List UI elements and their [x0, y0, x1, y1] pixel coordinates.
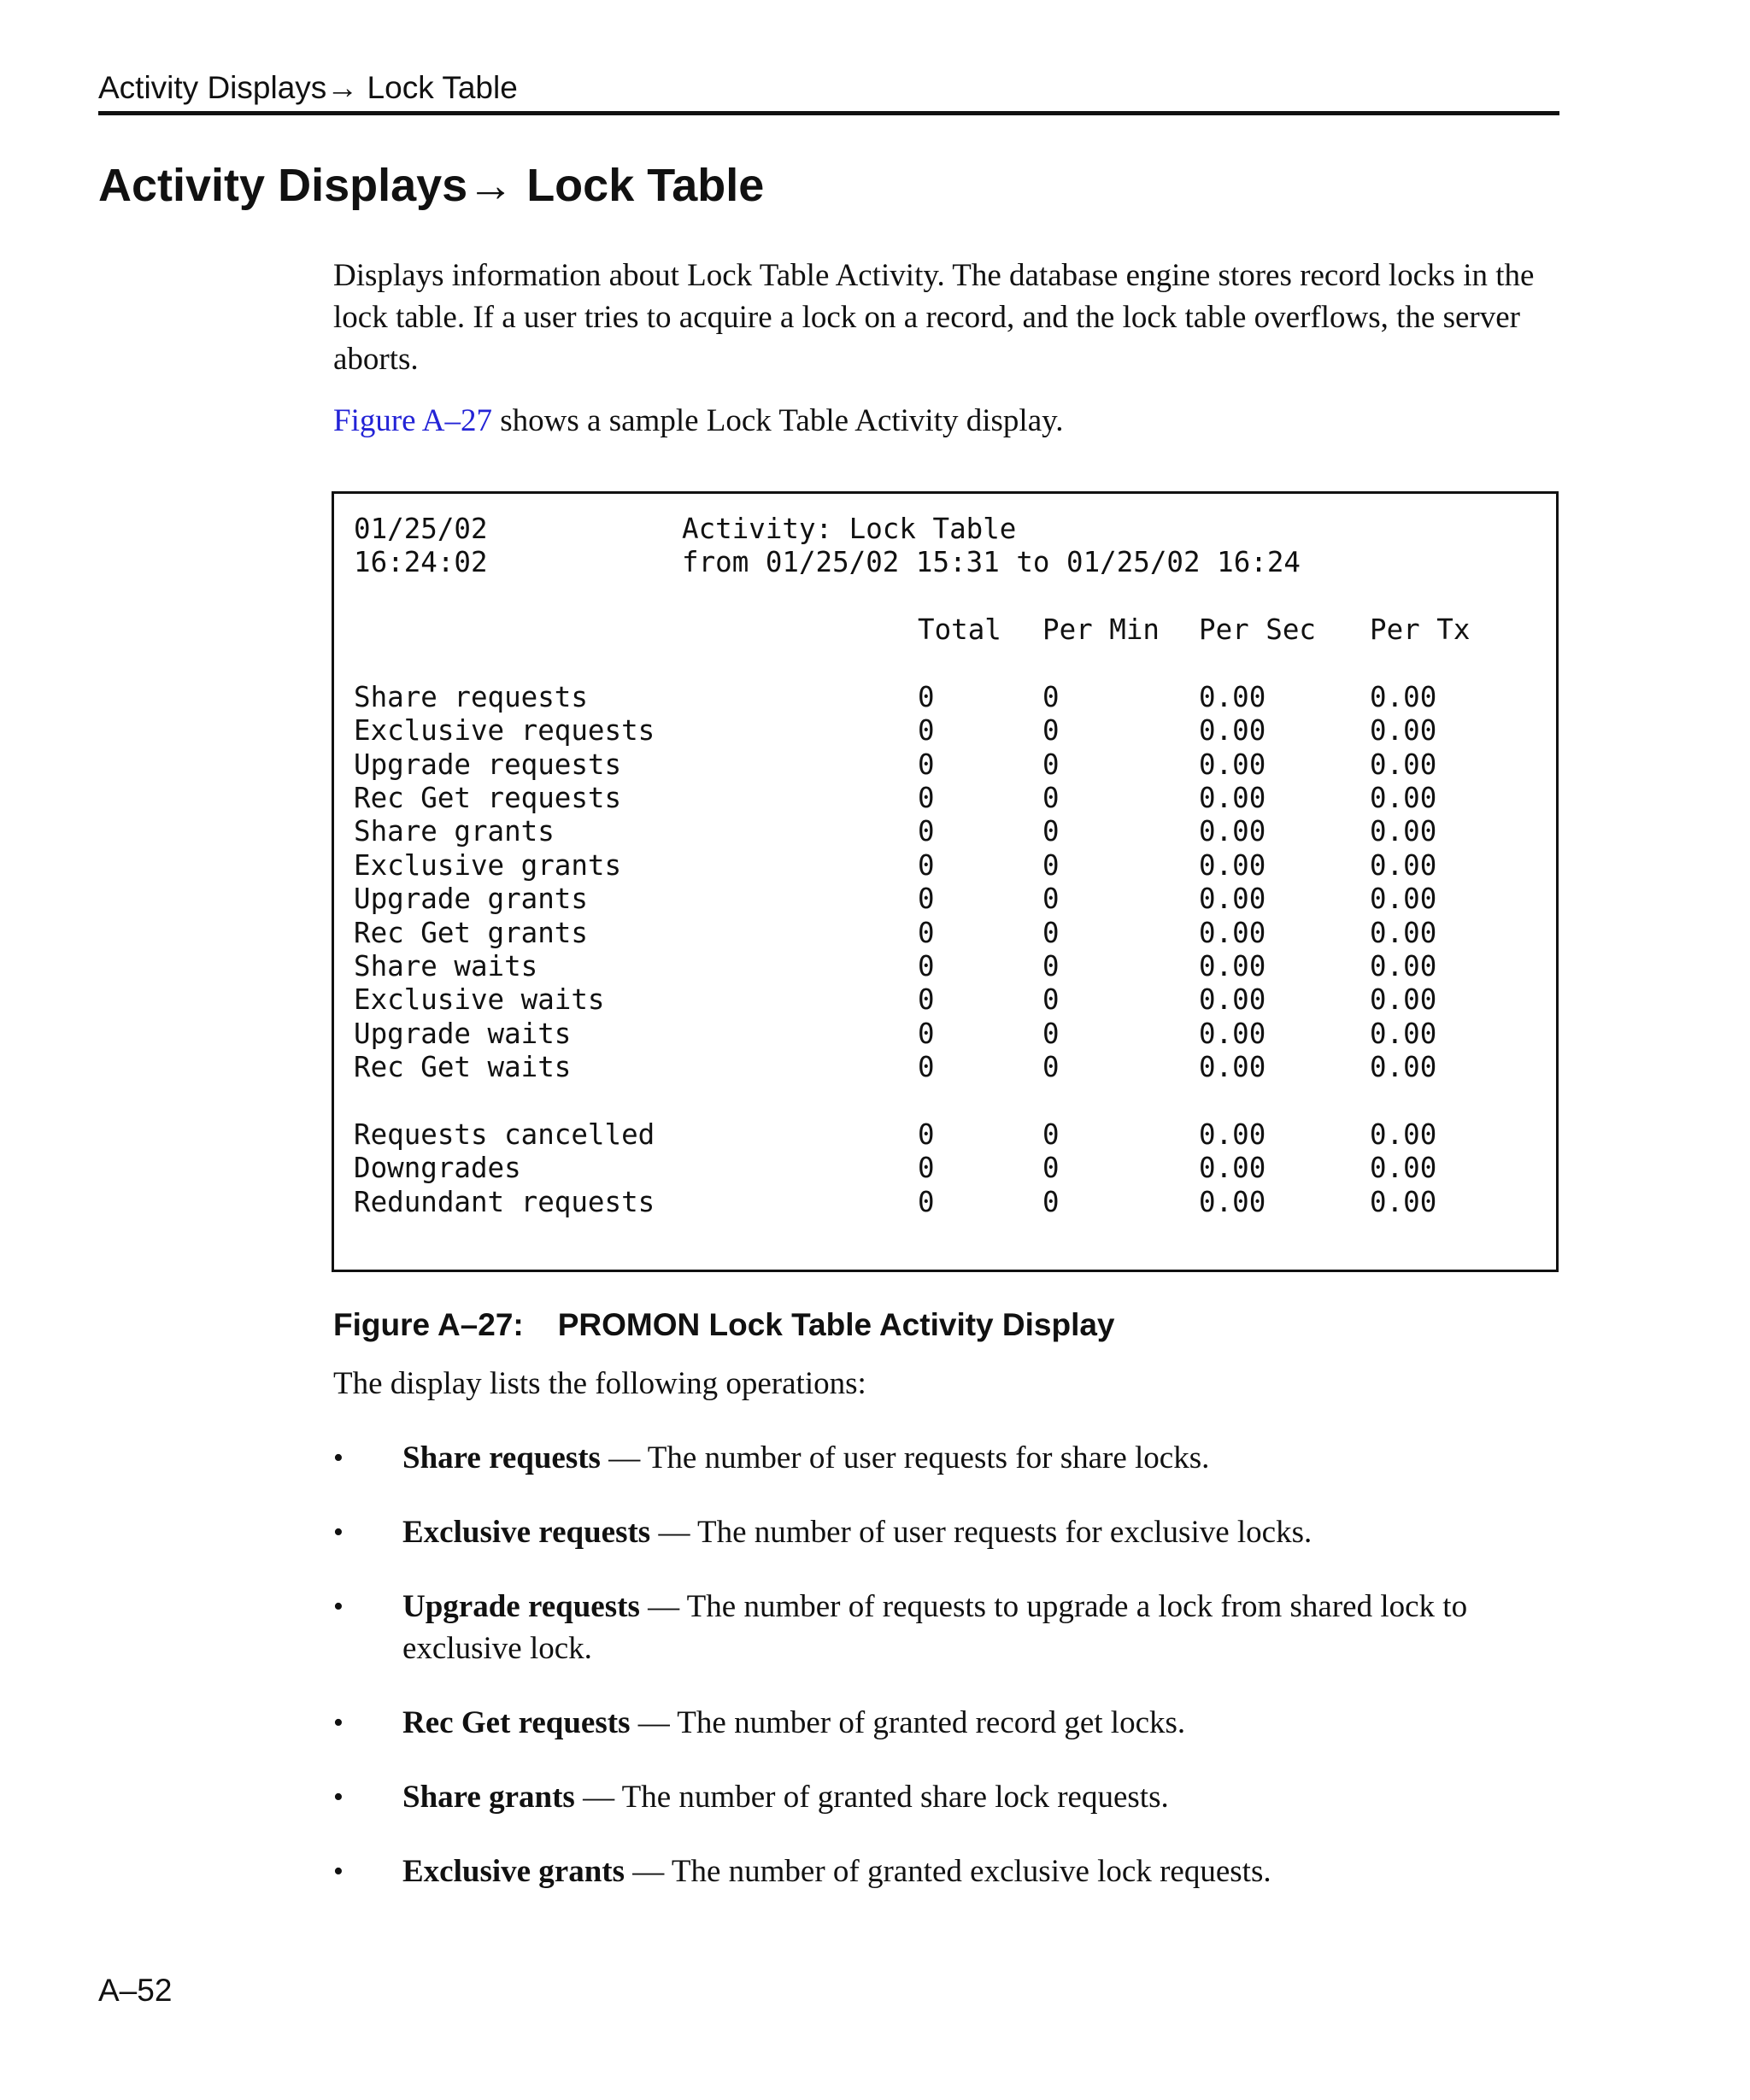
- figure-caption-number: Figure A–27:: [333, 1307, 524, 1342]
- stat-row: [354, 917, 1533, 950]
- stat-per-tx: 0.00: [1370, 950, 1437, 983]
- stat-total: 0: [918, 815, 935, 848]
- stat-per-sec: 0.00: [1199, 1185, 1266, 1218]
- stat-label: Share waits: [354, 950, 538, 983]
- header-rule: [98, 111, 1559, 115]
- stat-row: [354, 1152, 1533, 1185]
- stat-per-min: 0: [1042, 883, 1060, 916]
- stat-total: 0: [918, 1017, 935, 1050]
- stat-row: [354, 983, 1533, 1017]
- figure-reference-text: shows a sample Lock Table Activity display.: [492, 403, 1064, 438]
- display-title: Activity: Lock Table: [682, 513, 1017, 545]
- stat-per-min: 0: [1042, 1152, 1060, 1185]
- stat-total: 0: [918, 1051, 935, 1084]
- stat-per-sec: 0.00: [1199, 1118, 1266, 1151]
- stat-per-sec: 0.00: [1199, 883, 1266, 916]
- stat-per-min: 0: [1042, 848, 1060, 882]
- stat-label: Exclusive grants: [354, 848, 622, 882]
- stat-per-min: 0: [1042, 983, 1060, 1017]
- list-item: [333, 1511, 1564, 1553]
- stat-total: 0: [918, 714, 935, 748]
- stat-total: 0: [918, 916, 935, 949]
- stat-total: 0: [918, 848, 935, 882]
- operation-term: Rec Get requests: [402, 1705, 631, 1740]
- stat-per-sec: 0.00: [1199, 714, 1266, 748]
- display-time: 16:24:02: [354, 546, 488, 579]
- column-header-per-sec: Per Sec: [1199, 613, 1316, 646]
- stat-total: 0: [918, 782, 935, 814]
- stat-total: 0: [918, 680, 935, 713]
- figure-caption-title: PROMON Lock Table Activity Display: [557, 1307, 1115, 1342]
- stat-row: [354, 883, 1533, 916]
- bullet-icon: •: [333, 1591, 344, 1622]
- stat-row: [354, 1118, 1533, 1152]
- operation-description: — The number of granted exclusive lock requests.: [625, 1854, 1271, 1889]
- stat-row: [354, 782, 1533, 815]
- bullet-icon: •: [333, 1516, 344, 1548]
- stat-label: Requests cancelled: [354, 1118, 655, 1151]
- stat-per-min: 0: [1042, 950, 1060, 983]
- bullet-icon: •: [333, 1707, 344, 1739]
- stat-total: 0: [918, 1118, 935, 1151]
- stat-per-sec: 0.00: [1199, 848, 1266, 882]
- stat-per-tx: 0.00: [1370, 1118, 1437, 1151]
- bullet-icon: •: [333, 1442, 344, 1474]
- operation-description: — The number of requests to upgrade a lock from shared lock to exclusive lock.: [402, 1589, 1468, 1666]
- display-date: 01/25/02: [354, 513, 488, 545]
- stat-total: 0: [918, 748, 935, 781]
- stat-per-tx: 0.00: [1370, 714, 1437, 748]
- operation-description: — The number of user requests for exclusive locks.: [650, 1515, 1312, 1550]
- stat-row: [354, 1018, 1533, 1051]
- page-number: A–52: [98, 1973, 173, 2008]
- stat-per-min: 0: [1042, 1118, 1060, 1151]
- stat-label: Exclusive requests: [354, 714, 655, 748]
- stat-per-tx: 0.00: [1370, 1017, 1437, 1050]
- column-header-per-min: Per Min: [1042, 613, 1160, 646]
- stat-per-sec: 0.00: [1199, 815, 1266, 848]
- stat-total: 0: [918, 1185, 935, 1218]
- stat-per-tx: 0.00: [1370, 1051, 1437, 1084]
- stat-per-tx: 0.00: [1370, 748, 1437, 781]
- stat-row: [354, 681, 1533, 714]
- operation-description: — The number of user requests for share locks.: [600, 1440, 1210, 1475]
- figure-caption: [333, 1305, 1115, 1346]
- intro-paragraph: Displays information about Lock Table Activity. The database engine stores record locks in the lock table. If a user tries to acquire a lock on a record, and the lock table overflows, the server aborts.: [333, 258, 1535, 377]
- list-item: [333, 1851, 1564, 1892]
- list-item: [333, 1776, 1564, 1818]
- stat-per-sec: 0.00: [1199, 1152, 1266, 1185]
- stat-per-min: 0: [1042, 748, 1060, 781]
- lock-table-activity-display: [332, 491, 1559, 1272]
- operation-term: Upgrade requests: [402, 1589, 640, 1624]
- stat-per-sec: 0.00: [1199, 680, 1266, 713]
- bullet-icon: •: [333, 1781, 344, 1813]
- stat-per-min: 0: [1042, 714, 1060, 748]
- stat-per-tx: 0.00: [1370, 883, 1437, 916]
- operations-lead-text: The display lists the following operations:: [333, 1366, 866, 1401]
- stat-per-min: 0: [1042, 1017, 1060, 1050]
- stat-per-tx: 0.00: [1370, 680, 1437, 713]
- stat-total: 0: [918, 983, 935, 1017]
- stat-total: 0: [918, 950, 935, 983]
- column-header-total: Total: [918, 613, 1001, 646]
- operations-list: [333, 1437, 1564, 1925]
- stat-label: Upgrade waits: [354, 1017, 572, 1050]
- stat-row: [354, 815, 1533, 848]
- stat-label: Rec Get requests: [354, 782, 622, 814]
- stat-label: Rec Get waits: [354, 1051, 572, 1084]
- operation-description: — The number of granted share lock requests.: [574, 1780, 1169, 1815]
- stat-per-tx: 0.00: [1370, 1185, 1437, 1218]
- operation-term: Share requests: [402, 1440, 601, 1475]
- stat-per-sec: 0.00: [1199, 983, 1266, 1017]
- stat-row: [354, 1051, 1533, 1084]
- stat-row: [354, 950, 1533, 983]
- stat-per-min: 0: [1042, 782, 1060, 814]
- stat-per-tx: 0.00: [1370, 782, 1437, 814]
- stat-per-tx: 0.00: [1370, 1152, 1437, 1185]
- stat-per-sec: 0.00: [1199, 916, 1266, 949]
- stat-label: Downgrades: [354, 1152, 521, 1185]
- stat-label: Rec Get grants: [354, 916, 588, 949]
- list-item: [333, 1437, 1564, 1479]
- stat-per-min: 0: [1042, 1185, 1060, 1218]
- stat-row: [354, 1186, 1533, 1219]
- stat-per-sec: 0.00: [1199, 782, 1266, 814]
- stat-per-sec: 0.00: [1199, 1051, 1266, 1084]
- stat-total: 0: [918, 1152, 935, 1185]
- operation-description: — The number of granted record get locks.: [630, 1705, 1186, 1740]
- display-time-range: from 01/25/02 15:31 to 01/25/02 16:24: [682, 546, 1301, 579]
- running-header: Activity Displays→ Lock Table: [98, 70, 518, 105]
- column-header-per-tx: Per Tx: [1370, 613, 1471, 646]
- page-title: Activity Displays→ Lock Table: [98, 160, 765, 211]
- stat-label: Upgrade requests: [354, 748, 622, 781]
- stat-per-min: 0: [1042, 1051, 1060, 1084]
- list-item: [333, 1702, 1564, 1744]
- stat-label: Share grants: [354, 815, 555, 848]
- stat-row: [354, 714, 1533, 748]
- stat-per-sec: 0.00: [1199, 1017, 1266, 1050]
- operation-term: Exclusive grants: [402, 1854, 625, 1889]
- stat-label: Upgrade grants: [354, 883, 588, 916]
- stat-label: Redundant requests: [354, 1185, 655, 1218]
- stat-per-sec: 0.00: [1199, 950, 1266, 983]
- stat-per-min: 0: [1042, 815, 1060, 848]
- stat-per-tx: 0.00: [1370, 815, 1437, 848]
- stat-per-tx: 0.00: [1370, 916, 1437, 949]
- operation-term: Exclusive requests: [402, 1515, 651, 1550]
- stat-per-sec: 0.00: [1199, 748, 1266, 781]
- stat-per-tx: 0.00: [1370, 848, 1437, 882]
- stat-row: [354, 849, 1533, 883]
- stat-per-min: 0: [1042, 916, 1060, 949]
- operation-term: Share grants: [402, 1780, 575, 1815]
- stat-total: 0: [918, 883, 935, 916]
- stat-per-min: 0: [1042, 680, 1060, 713]
- stat-label: Share requests: [354, 680, 588, 713]
- stat-per-tx: 0.00: [1370, 983, 1437, 1017]
- bullet-icon: •: [333, 1856, 344, 1887]
- figure-a27-link[interactable]: Figure A–27: [333, 403, 493, 438]
- stat-row: [354, 748, 1533, 782]
- figure-reference-paragraph: [333, 400, 1564, 442]
- list-item: [333, 1586, 1564, 1669]
- stat-label: Exclusive waits: [354, 983, 605, 1017]
